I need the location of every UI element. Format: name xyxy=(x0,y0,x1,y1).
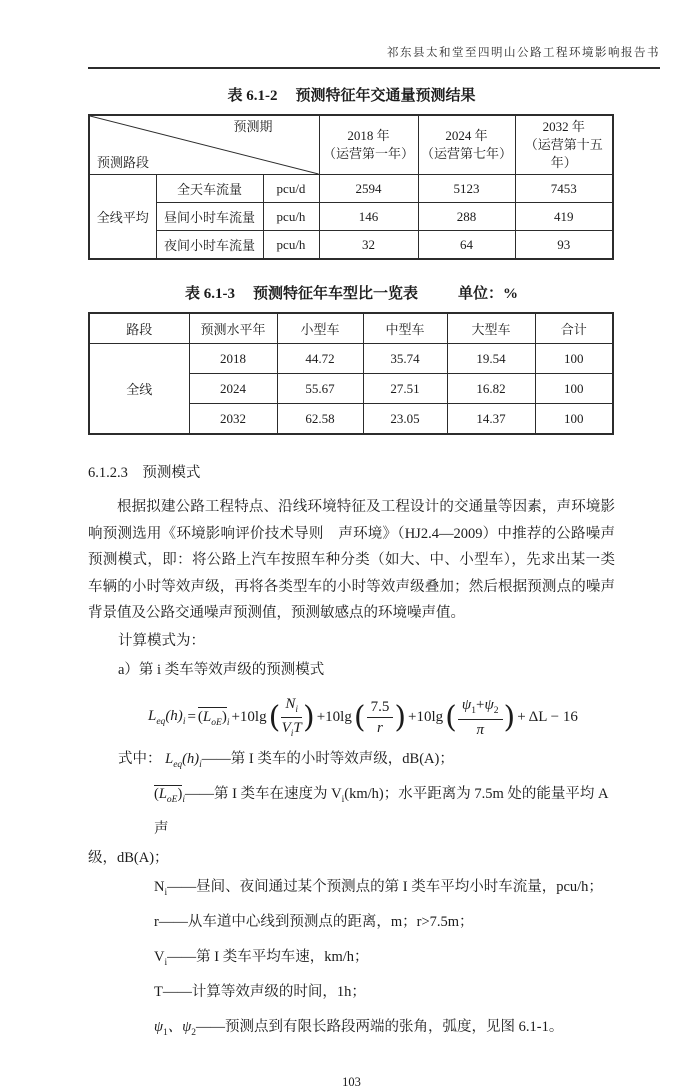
diagonal-header-cell xyxy=(89,115,319,175)
symbol-r: r xyxy=(377,720,383,737)
paren-open: ( xyxy=(154,786,159,803)
table2-title xyxy=(88,282,615,303)
value-cell: 62.58 xyxy=(277,404,363,435)
big-paren-open: ( xyxy=(268,699,281,735)
year-note: （运营第七年） xyxy=(420,146,512,161)
vehicle-type-ratio-table xyxy=(88,312,614,435)
symbol-V: V xyxy=(281,720,291,737)
definition-r xyxy=(88,908,615,943)
year-note: （运营第一年） xyxy=(322,146,414,161)
diagonal-label-section: 预测路段 xyxy=(97,155,150,170)
year-label: 2032 年 xyxy=(542,119,585,134)
definition-text: ——第 I 类车平均车速，km/h； xyxy=(167,948,369,965)
definition-text: ——第 I 类车的小时等效声级，dB(A)； xyxy=(201,751,454,768)
table2-header-row xyxy=(89,313,613,344)
subscript-i: i xyxy=(199,760,202,771)
table1-title xyxy=(88,84,615,105)
traffic-volume-forecast-table xyxy=(88,114,614,260)
symbol-T: T xyxy=(293,720,302,737)
row-group-cell: 全线 xyxy=(89,344,189,435)
subscript-1: 1 xyxy=(471,706,476,717)
symbol-psi1: ψ xyxy=(461,697,472,714)
subscript-2: 2 xyxy=(191,1027,197,1038)
value-cell: 2594 xyxy=(319,175,418,203)
definition-text: (km/h)；水平距离为 7.5m 处的能量平均 A 声 xyxy=(154,786,608,838)
page-content xyxy=(88,84,615,1090)
value-cell: 35.74 xyxy=(363,344,447,374)
value-cell: 55.67 xyxy=(277,374,363,404)
paren-close: ) xyxy=(221,709,227,726)
table2-title-label: 表 6.1-3 xyxy=(184,286,235,302)
value-cell: 100 xyxy=(535,404,613,435)
row-group-cell: 全线平均 xyxy=(89,175,156,260)
symbol-V: V xyxy=(154,948,165,965)
definition-N xyxy=(88,873,615,908)
big-paren-open: ( xyxy=(445,699,457,735)
definition-V xyxy=(88,943,615,978)
symbol-loe xyxy=(154,786,185,806)
running-header: 祁东县太和堂至四明山公路工程环境影响报告书 xyxy=(88,44,660,69)
metric-cell: 昼间小时车流量 xyxy=(156,203,263,231)
calc-intro-line: 计算模式为： xyxy=(118,632,205,649)
paren-close: ) xyxy=(177,786,183,803)
fraction-distance xyxy=(367,698,394,739)
unit-cell: pcu/d xyxy=(263,175,319,203)
symbol-L: L xyxy=(165,751,174,768)
symbol-psi2: 、ψ xyxy=(167,1018,192,1035)
subscript-eq: eq xyxy=(173,760,183,771)
subscript-i: i xyxy=(164,887,168,898)
year-note: （运营第十五年） xyxy=(524,137,603,170)
header-cell: 路段 xyxy=(89,313,189,344)
table1-row-night-hour xyxy=(89,231,613,260)
year-cell: 2018 xyxy=(189,344,277,374)
symbol-psi1: ψ xyxy=(154,1018,164,1035)
symbol-N: N xyxy=(285,695,296,712)
metric-cell: 全天车流量 xyxy=(156,175,263,203)
formula-tail: + ΔL − 16 xyxy=(517,709,578,726)
diagonal-label-period: 预测期 xyxy=(233,119,273,134)
formula-lhs xyxy=(148,708,185,727)
definition-loe xyxy=(88,780,615,844)
symbol-T: T xyxy=(154,983,163,1000)
subscript-i: i xyxy=(226,718,230,729)
page-number: 103 xyxy=(342,1075,361,1090)
paren-open: ( xyxy=(197,709,203,726)
value-cell: 93 xyxy=(515,231,613,260)
value-cell: 419 xyxy=(515,203,613,231)
year-cell: 2032 xyxy=(189,404,277,435)
header-cell: 小型车 xyxy=(277,313,363,344)
value-cell: 27.51 xyxy=(363,374,447,404)
subscript-i: i xyxy=(182,795,185,806)
big-paren-close: ) xyxy=(503,699,516,735)
subscript-eq: eq xyxy=(156,717,166,728)
fraction-denominator xyxy=(282,718,302,741)
value-cell: 32 xyxy=(319,231,418,260)
symbol-pi: π xyxy=(476,721,484,738)
value-cell: 64 xyxy=(418,231,515,260)
value-cell: 16.82 xyxy=(447,374,535,404)
value-cell: 7453 xyxy=(515,175,613,203)
definition-text: ——第 I 类车在速度为 V xyxy=(184,786,342,803)
big-paren-close: ) xyxy=(302,699,315,735)
value-cell: 288 xyxy=(418,203,515,231)
year-header-2024 xyxy=(418,115,515,175)
plus-10lg-operator: +10lg xyxy=(231,709,267,726)
fraction-traffic xyxy=(281,695,302,742)
unit-cell: pcu/h xyxy=(263,231,319,260)
plus-sign: + xyxy=(475,697,485,714)
table1-header-row xyxy=(89,115,613,175)
subscript-i: i xyxy=(295,704,298,715)
subscript-oE: oE xyxy=(211,718,222,729)
year-label: 2018 年 xyxy=(347,128,390,143)
equals-sign: = xyxy=(187,709,196,726)
subscript-2: 2 xyxy=(493,706,499,717)
where-label: 式中： xyxy=(118,751,162,768)
year-cell: 2024 xyxy=(189,374,277,404)
symbol-psi2: ψ xyxy=(484,697,494,714)
leq-prediction-formula xyxy=(148,695,615,742)
formula-loe-term xyxy=(198,707,230,728)
fraction-numerator xyxy=(458,696,503,720)
definition-text: ——从车道中心线到预测点的距离，m；r>7.5m； xyxy=(158,913,474,930)
definition-leq xyxy=(88,745,615,780)
plus-10lg-operator: +10lg xyxy=(408,709,444,726)
item-a-line: a）第 i 类车等效声级的预测模式 xyxy=(118,661,325,678)
table2-row-2018 xyxy=(89,344,613,374)
table2-title-text: 预测特征年车型比一览表 xyxy=(252,286,418,302)
year-label: 2024 年 xyxy=(445,128,488,143)
definition-psi xyxy=(88,1013,615,1048)
value-cell: 100 xyxy=(535,344,613,374)
symbol-leq xyxy=(165,751,202,771)
definition-T xyxy=(88,978,615,1013)
definition-text: ——昼间、夜间通过某个预测点的第 I 类车平均小时车流量，pcu/h； xyxy=(167,879,603,896)
big-paren-close: ) xyxy=(394,699,407,735)
year-header-2032 xyxy=(515,115,613,175)
symbol-r: r xyxy=(154,913,159,930)
header-cell: 合计 xyxy=(535,313,613,344)
year-header-2018 xyxy=(319,115,418,175)
value-cell: 14.37 xyxy=(447,404,535,435)
table1-title-label: 表 6.1-2 xyxy=(227,88,278,104)
header-cell: 中型车 xyxy=(363,313,447,344)
plus-10lg-operator: +10lg xyxy=(316,709,352,726)
section-heading: 6.1.2.3 预测模式 xyxy=(88,465,201,481)
header-cell: 大型车 xyxy=(447,313,535,344)
symbol-L: L xyxy=(148,708,157,725)
symbol-LoE: L xyxy=(158,786,167,803)
table2-unit-label: 单位：% xyxy=(458,286,519,302)
definition-text: ——计算等效声级的时间，1h； xyxy=(162,983,366,1000)
fraction-numerator xyxy=(281,695,302,719)
fraction-angle xyxy=(458,696,503,740)
value-cell: 23.05 xyxy=(363,404,447,435)
table1-row-day-hour xyxy=(89,203,613,231)
table1-title-text: 预测特征年交通量预测结果 xyxy=(295,88,476,104)
value-cell: 5123 xyxy=(418,175,515,203)
unit-cell: pcu/h xyxy=(263,203,319,231)
header-cell: 预测水平年 xyxy=(189,313,277,344)
subscript-i: i xyxy=(182,717,186,728)
subscript-i: i xyxy=(341,795,345,806)
subscript-1: 1 xyxy=(163,1027,168,1038)
subscript-i: i xyxy=(164,957,168,968)
fraction-numerator: 7.5 xyxy=(367,698,394,719)
definition-loe-continuation: 级，dB(A)； xyxy=(88,850,169,867)
value-cell: 146 xyxy=(319,203,418,231)
value-cell: 100 xyxy=(535,374,613,404)
section-paragraph: 根据拟建公路工程特点、沿线环境特征及工程设计的交通量等因素，声环境影响预测选用《环境影响评价技术导则 声环境》（HJ2.4—2009）中推荐的公路噪声预测模式，即：将公路上汽车按照车种分类（如大、中、小型车），先求出某一类车辆的小时等效声级，再将各类型车的小时等效声级叠加；然后根据预测点的噪声背景值及公路交通噪声预测值，预测敏感点的环境噪声值。 xyxy=(88,499,615,621)
definition-text: ——预测点到有限长路段两端的张角，弧度，见图 6.1-1。 xyxy=(196,1018,564,1035)
big-paren-open: ( xyxy=(353,699,366,735)
symbol-N: N xyxy=(154,879,165,896)
subscript-oE: oE xyxy=(166,795,178,806)
symbol-LoE: L xyxy=(202,709,212,726)
symbol-h-arg: (h) xyxy=(182,751,200,768)
value-cell: 44.72 xyxy=(277,344,363,374)
subscript-i: i xyxy=(290,729,294,740)
value-cell: 19.54 xyxy=(447,344,535,374)
table1-row-daily xyxy=(89,175,613,203)
symbol-h-arg: (h) xyxy=(165,708,183,725)
metric-cell: 夜间小时车流量 xyxy=(156,231,263,260)
